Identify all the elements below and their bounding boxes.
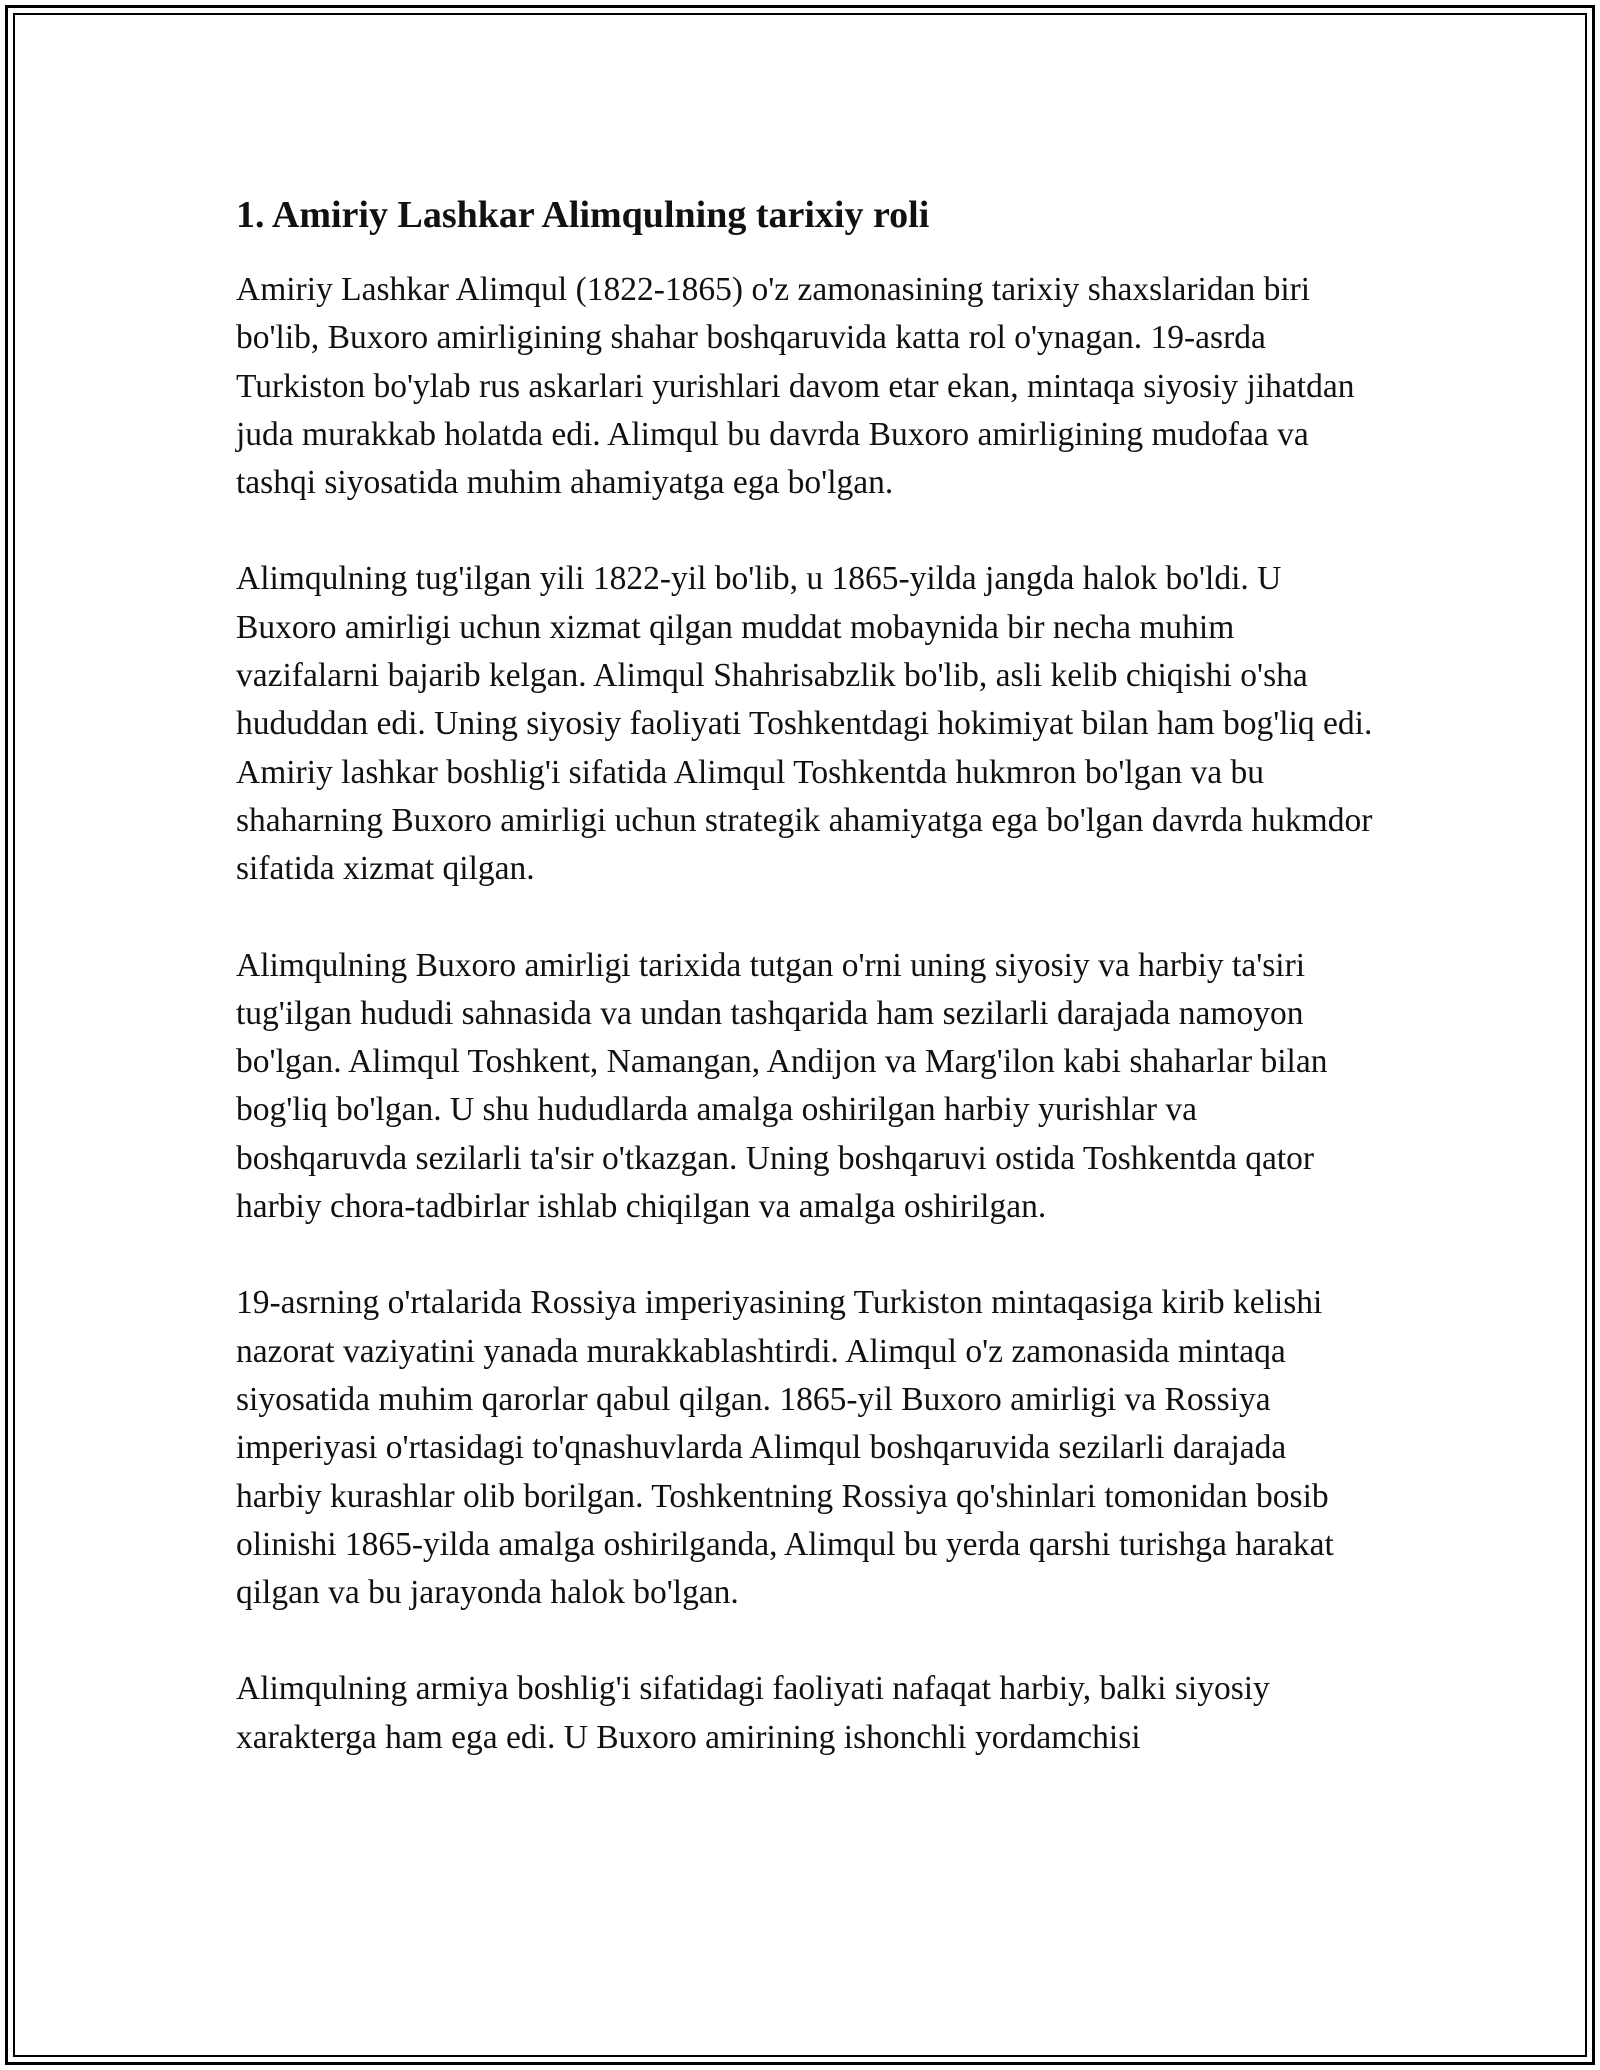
document-body [236,184,1376,1810]
section-heading: 1. Amiriy Lashkar Alimqulning tarixiy roli [236,194,930,236]
paragraph-4: 19-asrning o'rtalarida Rossiya imperiyasining Turkiston mintaqasiga kirib kelishi nazorat vaziyatini yanada murakkablashtirdi. Alimqul o'z zamonasida mintaqa siyosatida muhim qarorlar qabul qilgan. 1865-yil Buxoro amirligi va Rossiya imperiyasi o'rtasidagi to'qnashuvlarda Alimqul boshqaruvida sezilarli darajada harbiy kurashlar olib borilgan. Toshkentning Rossiya qo'shinlari tomonidan bosib olinishi 1865-yilda amalga oshirilganda, Alimqul bu yerda qarshi turishga harakat qilgan va bu jarayonda halok bo'lgan. [236,1284,1334,1612]
paragraph-5: Alimqulning armiya boshlig'i sifatidagi faoliyati nafaqat harbiy, balki siyosiy xarakterga ham ega edi. U Buxoro amirining ishonchli yordamchisi [236,1670,1270,1756]
paragraph-2: Alimqulning tug'ilgan yili 1822-yil bo'lib, u 1865-yilda jangda halok bo'ldi. U Buxoro amirligi uchun xizmat qilgan muddat mobaynida bir necha muhim vazifalarni bajarib kelgan. Alimqul Shahrisabzlik bo'lib, asli kelib chiqishi o'sha hududdan edi. Uning siyosiy faoliyati Toshkentdagi hokimiyat bilan ham bog'liq edi. Amiriy lashkar boshlig'i sifatida Alimqul Toshkentda hukmron bo'lgan va bu shaharning Buxoro amirligi uchun strategik ahamiyatga ega bo'lgan davrda hukmdor sifatida xizmat qilgan. [236,560,1373,888]
paragraph-3: Alimqulning Buxoro amirligi tarixida tutgan o'rni uning siyosiy va harbiy ta'siri tug'ilgan hududi sahnasida va undan tashqarida ham sezilarli darajada namoyon bo'lgan. Alimqul Toshkent, Namangan, Andijon va Marg'ilon kabi shaharlar bilan bog'liq bo'lgan. U shu hududlarda amalga oshirilgan harbiy yurishlar va boshqaruvda sezilarli ta'sir o'tkazgan. Uning boshqaruvi ostida Toshkentda qator harbiy chora-tadbirlar ishlab chiqilgan va amalga oshirilgan. [236,946,1328,1226]
paragraph-1: Amiriy Lashkar Alimqul (1822-1865) o'z zamonasining tarixiy shaxslaridan biri bo'lib, Buxoro amirligining shahar boshqaruvida katta rol o'ynagan. 19-asrda Turkiston bo'ylab rus askarlari yurishlari davom etar ekan, mintaqa siyosiy jihatdan juda murakkab holatda edi. Alimqul bu davrda Buxoro amirligining mudofaa va tashqi siyosatida muhim ahamiyatga ega bo'lgan. [236,271,1355,502]
